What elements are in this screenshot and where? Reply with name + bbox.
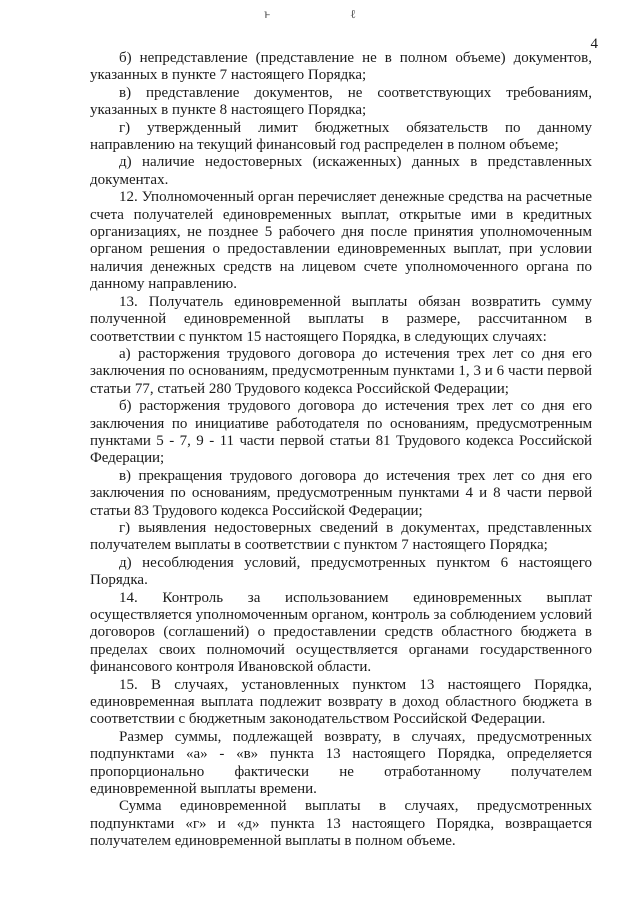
paragraph-12-transfer: 12. Уполномоченный орган перечисляет денежные средства на расчетные счета получателей единовременных выплат, открытые ими в кредитных организациях, не позднее 5 рабочего дня после принятия уполномоченным органом решения о предоставлении единовременных выплат, при условии наличия денежных средств на лицевом счете уполномоченного органа по данному направлению.: [90, 189, 592, 293]
paragraph-full-refund: Сумма единовременной выплаты в случаях, предусмотренных подпунктами «г» и «д» пункта 13 настоящего Порядка, возвращается получателем единовременной выплаты в полном объеме.: [90, 798, 592, 850]
paragraph-b-failure-to-submit: б) непредставление (представление не в полном объеме) документов, указанных в пункте 7 настоящего Порядка;: [90, 50, 592, 84]
paragraph-13-g: г) выявления недостоверных сведений в документах, представленных получателем выплаты в соответствии с пунктом 7 настоящего Порядка;: [90, 519, 592, 554]
page-number: 4: [590, 36, 598, 52]
scan-marks: [0, 8, 640, 22]
document-body: [90, 50, 592, 851]
paragraph-v-nonconforming-docs: в) представление документов, не соответствующих требованиям, указанных в пункте 8 настоящего Порядка;: [90, 84, 592, 119]
paragraph-d-false-data: д) наличие недостоверных (искаженных) данных в представленных документах.: [90, 154, 592, 188]
scan-mark: ͱ: [264, 7, 271, 21]
paragraph-13-d: д) несоблюдения условий, предусмотренных пунктом 6 настоящего Порядка.: [90, 554, 592, 589]
paragraph-14-control: 14. Контроль за использованием единовременных выплат осуществляется уполномоченным органом, контроль за соблюдением условий договоров (соглашений) о предоставлении средств областного бюджета в пределах своих полномочий осуществляется органами государственного финансового контроля Ивановской области.: [90, 589, 592, 676]
paragraph-13-b: б) расторжения трудового договора до истечения трех лет со дня его заключения по инициативе работодателя по основаниям, предусмотренным пунктами 5 - 7, 9 - 11 части первой статьи 81 Трудового кодекса Российской Федерации;: [90, 398, 592, 467]
paragraph-15-return: 15. В случаях, установленных пунктом 13 настоящего Порядка, единовременная выплата подлежит возврату в доход областного бюджета в соответствии с бюджетным законодательством Российской Федерации.: [90, 676, 592, 728]
paragraph-refund-amount: Размер суммы, подлежащей возврату, в случаях, предусмотренных подпунктами «а» - «в» пункта 13 настоящего Порядка, определяется пропорционально фактически не отработанному получателем единовременной выплаты времени.: [90, 728, 592, 798]
scan-mark: ℓ: [350, 7, 356, 21]
paragraph-13-v: в) прекращения трудового договора до истечения трех лет со дня его заключения по основаниям, предусмотренным пунктами 4 и 8 части первой статьи 83 Трудового кодекса Российской Федерации;: [90, 467, 592, 519]
paragraph-13-refund-obligation: 13. Получатель единовременной выплаты обязан возвратить сумму полученной единовременной выплаты в размере, рассчитанном в соответствии с пунктом 15 настоящего Порядка, в следующих случаях:: [90, 293, 592, 345]
paragraph-g-limit-exhausted: г) утвержденный лимит бюджетных обязательств по данному направлению на текущий финансовый год распределен в полном объеме;: [90, 119, 592, 154]
paragraph-13-a: а) расторжения трудового договора до истечения трех лет со дня его заключения по основаниям, предусмотренным пунктами 1, 3 и 6 части первой статьи 77, статьей 280 Трудового кодекса Российской Федерации;: [90, 345, 592, 397]
